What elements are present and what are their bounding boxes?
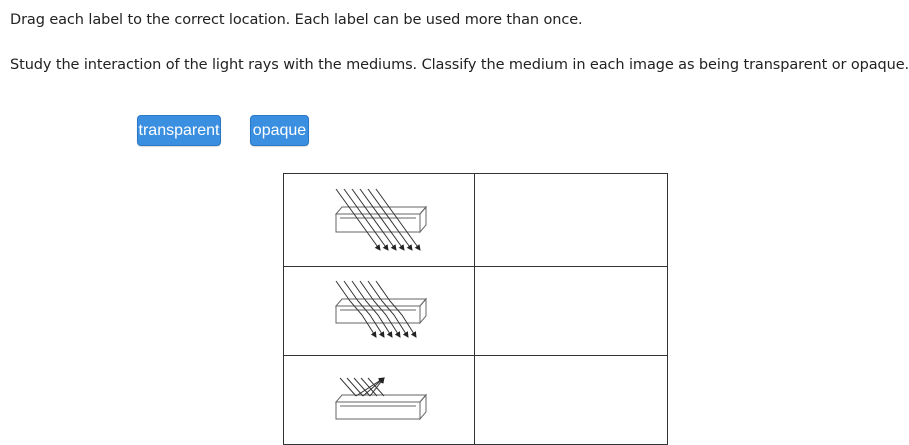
drop-zone-row-1[interactable] bbox=[475, 174, 667, 267]
label-opaque[interactable]: opaque bbox=[250, 115, 309, 146]
label-transparent[interactable]: transparent bbox=[137, 115, 221, 146]
image-rays-pass-through bbox=[284, 174, 475, 267]
image-rays-refract bbox=[284, 267, 475, 356]
classification-grid bbox=[283, 173, 668, 445]
drop-zone-row-2[interactable] bbox=[475, 267, 667, 356]
drop-zone-row-3[interactable] bbox=[475, 356, 667, 444]
drag-instruction: Drag each label to the correct location. Each label can be used more than once. bbox=[10, 12, 583, 28]
study-instruction: Study the interaction of the light rays with the mediums. Classify the medium in each image as being transparent or opaque. bbox=[10, 57, 909, 73]
image-rays-reflect bbox=[284, 356, 475, 444]
